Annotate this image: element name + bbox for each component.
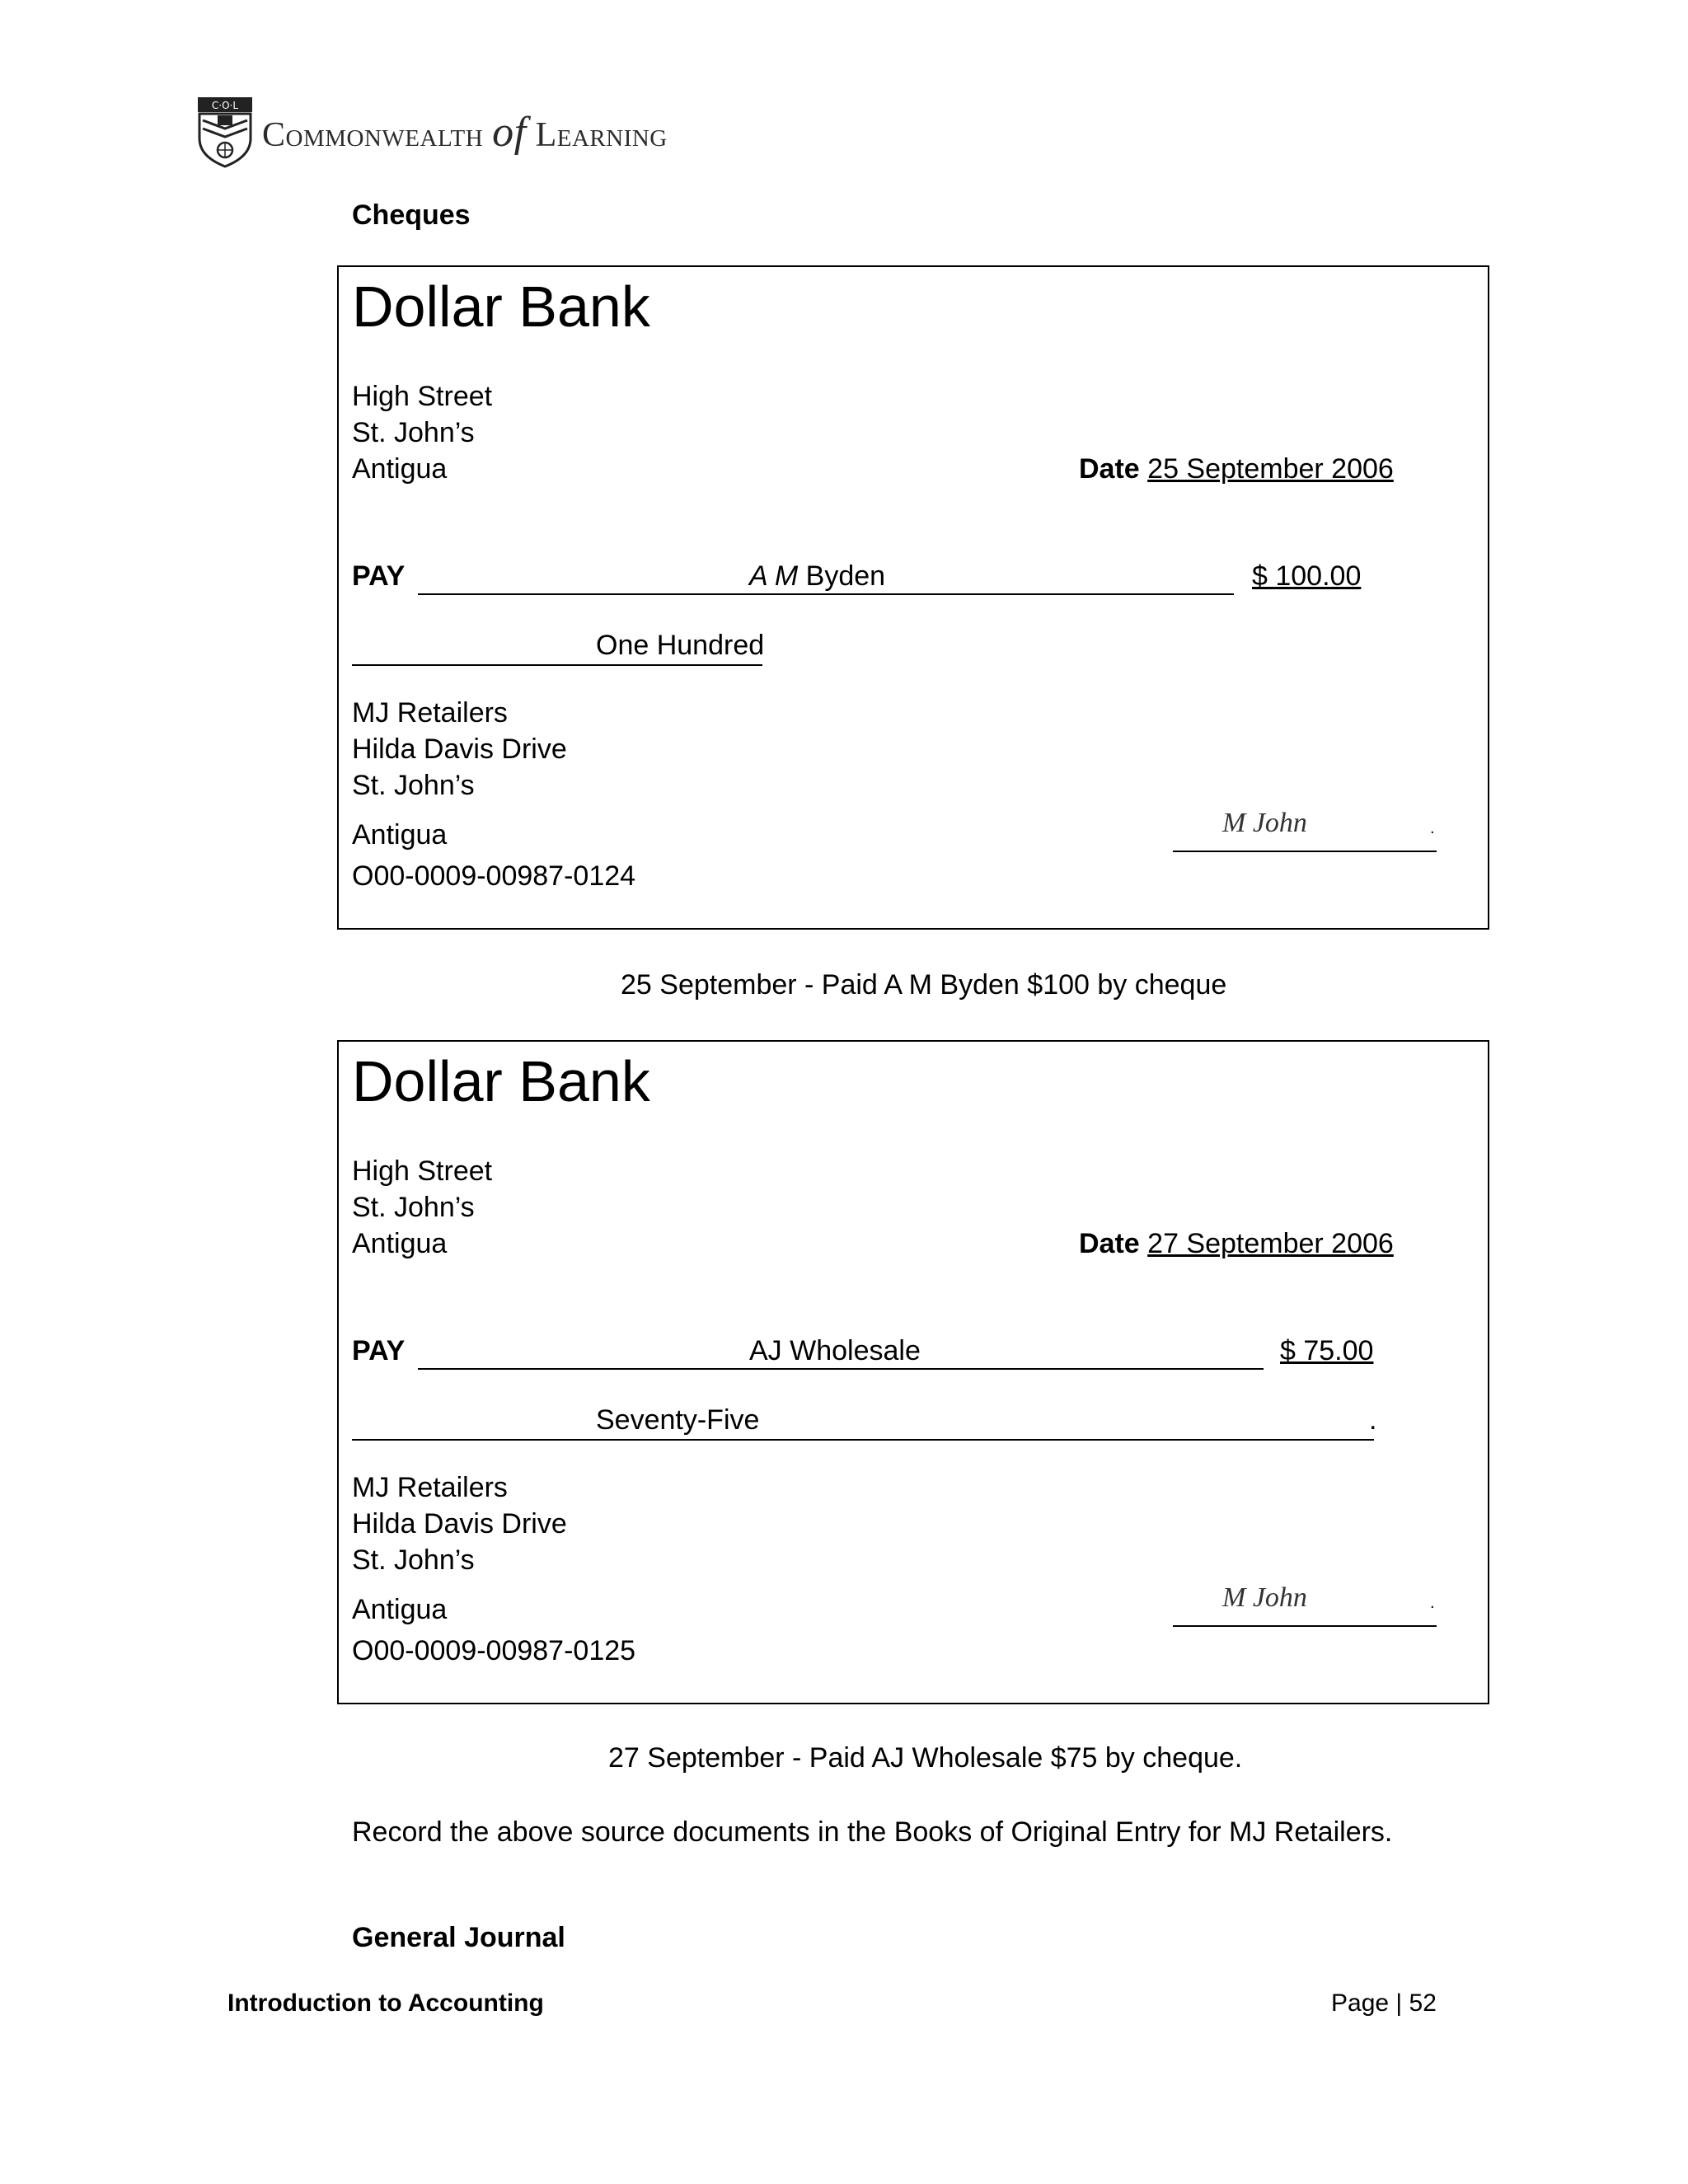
bank-address-line: St. John’s	[352, 417, 475, 448]
pay-label: PAY	[352, 1335, 406, 1366]
drawer-address-line: St. John’s	[352, 1544, 475, 1576]
date-label: Date	[1079, 453, 1140, 485]
payee-name: AJ Wholesale	[749, 1335, 921, 1366]
account-number: O00-0009-00987-0124	[352, 860, 636, 892]
col-shield-icon	[196, 96, 254, 168]
cheque-2	[337, 1040, 1489, 1704]
payee-name: A M Byden	[749, 560, 886, 592]
drawer-address-line: Antigua	[352, 819, 448, 851]
date-field	[1079, 453, 1394, 485]
pay-label: PAY	[352, 560, 406, 592]
amount-figure: $ 100.00	[1252, 560, 1362, 592]
date-value: 25 September 2006	[1147, 453, 1394, 485]
amount-words-dot: .	[1369, 1404, 1377, 1436]
bank-address-line: Antigua	[352, 1228, 448, 1259]
col-wordmark: Commonwealth of Learning	[262, 108, 668, 156]
bank-name: Dollar Bank	[352, 274, 650, 339]
signature: M John	[1222, 1582, 1307, 1613]
date-field	[1079, 1228, 1394, 1260]
bank-address-line: High Street	[352, 1155, 493, 1187]
bank-address-line: Antigua	[352, 453, 448, 485]
svg-text:C·O·L: C·O·L	[211, 100, 239, 111]
date-label: Date	[1079, 1228, 1140, 1259]
section-title: Cheques	[352, 199, 471, 231]
bank-address-line: St. John’s	[352, 1192, 475, 1223]
date-value: 27 September 2006	[1147, 1228, 1394, 1259]
cheque-1-caption: 25 September - Paid A M Byden $100 by cheque	[621, 969, 1227, 1001]
drawer-address-line: MJ Retailers	[352, 1472, 508, 1503]
amount-words: Seventy-Five	[596, 1404, 760, 1436]
drawer-address-line: Hilda Davis Drive	[352, 1508, 567, 1540]
col-logo	[196, 96, 668, 168]
footer-title: Introduction to Accounting	[227, 1990, 544, 2017]
general-journal-heading: General Journal	[352, 1922, 565, 1953]
amount-words-line	[352, 1404, 1377, 1441]
instruction-text: Record the above source documents in the Books of Original Entry for MJ Retailers.	[352, 1816, 1393, 1848]
amount-words: One Hundred	[596, 630, 765, 661]
signature-dot: .	[1430, 819, 1435, 837]
cheque-2-caption: 27 September - Paid AJ Wholesale $75 by cheque.	[608, 1742, 1243, 1774]
drawer-address-line: Hilda Davis Drive	[352, 733, 567, 765]
cheque-1	[337, 265, 1489, 930]
page-number: Page | 52	[1331, 1990, 1437, 2017]
account-number: O00-0009-00987-0125	[352, 1635, 636, 1666]
drawer-address-line: Antigua	[352, 1594, 448, 1625]
signature-dot: .	[1430, 1594, 1435, 1612]
bank-address-line: High Street	[352, 381, 493, 412]
amount-figure: $ 75.00	[1280, 1335, 1374, 1366]
drawer-address-line: St. John’s	[352, 770, 475, 801]
drawer-address-line: MJ Retailers	[352, 697, 508, 729]
bank-name: Dollar Bank	[352, 1049, 650, 1113]
signature: M John	[1222, 808, 1307, 838]
